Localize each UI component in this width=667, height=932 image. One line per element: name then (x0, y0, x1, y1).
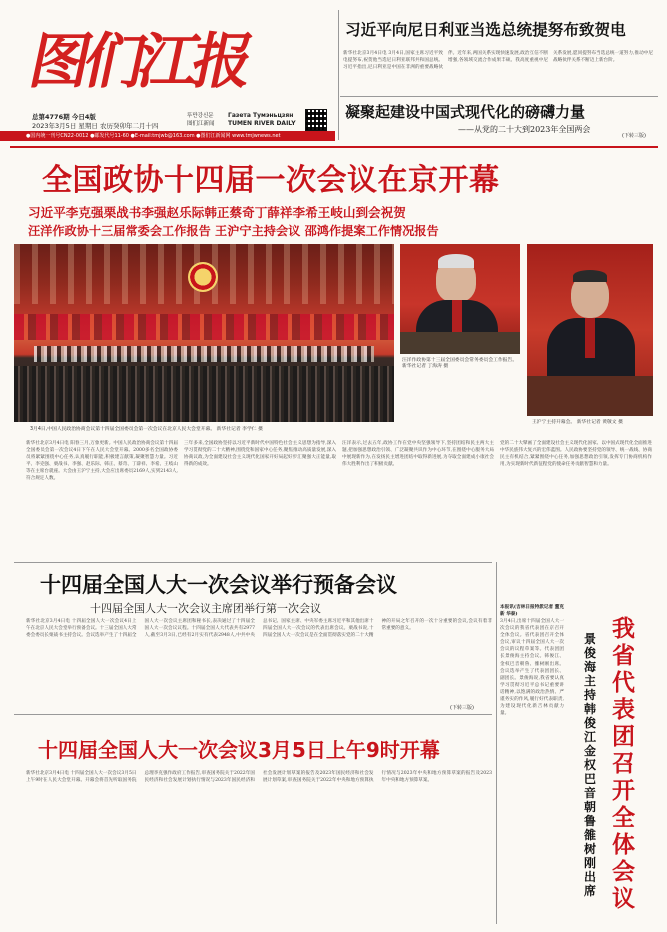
masthead-alt-names (187, 112, 215, 128)
photo-caption-mid: 汪洋作政协第十三届全国委员会常务委员会工作报告。 新华社记者 丁海涛 摄 (402, 358, 518, 369)
npc-open-headline: 十四届全国人大一次会议3月5日上午9时开幕 (38, 738, 440, 762)
korean-subname: 图们江新闻 (187, 121, 215, 127)
right-column-article: 3月4日,出席十四届全国人大一次会议的我省代表团在京召开全体会议。省代表团召开全体会议,审议十四届全国人大一次会议的议程草案等。代表团团长景俊海主持会议。韩俊江、金权巴音朝鲁、雒树刚出席。会议选举产生了代表团团长、副团长。景俊海说,我省要认真学习贯彻习近平总书记重要讲话精神,以饱满的政治热情、严谨务实的作风,履行好代表职责,为建设现代化新吉林贡献力量。 (500, 619, 564, 717)
main-headline: 全国政协十四届一次会议在京开幕 (42, 163, 500, 198)
modernization-subtitle: ——从党的二十大到2023年全国两会 (458, 125, 591, 134)
main-subhead-1: 习近平李克强栗战书李强赵乐际韩正蔡奇丁薛祥李希王岐山到会祝贺 (28, 205, 406, 220)
right-column-byline: 本报讯(吉林日报特派记者 董克新 华泰) (500, 605, 564, 618)
npc-prep-subtitle: 十四届全国人大一次会议主席团举行第一次会议 (90, 602, 321, 615)
russian-name: Газета Тумэньцзян (228, 112, 294, 119)
issue-number: 总第4776期 今日4版 (32, 113, 96, 121)
congratulations-article: 新华社北京3月4日电 3月4日,国家主席习近平致电提努布,祝贺他当选尼日利亚联邦共和国总统。习近平指出,尼日利亚是中国在非洲的重要战略伙伴。近年来,两国关系实现快速发展,政治互信不断增强,各领域交流合作成果丰硕。我高度重视中尼关系发展,愿同提努布当选总统一道努力,推动中尼战略伙伴关系不断迈上新台阶。 (343, 51, 653, 71)
korean-name: 뚜만강신문 (187, 113, 214, 119)
english-name: TUMEN RIVER DAILY (228, 120, 296, 127)
modernization-continued: (下转三版) (622, 133, 646, 139)
npc-prep-continued: (下转三版) (450, 705, 474, 711)
headline-congratulations: 习近平向尼日利亚当选总统提努布致贺电 (345, 21, 626, 39)
npc-prep-article: 新华社北京3月4日电 十四届全国人大一次会议4日上午在北京人民大会堂举行预备会议。十三届全国人大常委会委员长栗战书主持会议。会议选举产生了十四届全国人大一次会议主席团和秘书长,表决通过了十四届全国人大一次会议议程。十四届全国人大代表共有2977人,截至3月3日,已经有2月实有代表2948人,中共中央总书记、国家主席、中央军委主席习近平和其他出席十四届全国人大一次会议的代表出席会议。栗战书说,十四届全国人大一次会议是在全面贯彻落实党的二十大精神的开局之年召开的一次十分重要的会议,会议有着非常重要的意义。 (26, 619, 492, 639)
photo-wang-huning (527, 244, 653, 416)
right-column-headline: 我省代表团召开全体会议 (612, 616, 635, 912)
headline-modernization: 凝聚起建设中国式现代化的磅礴力量 (345, 103, 586, 121)
right-column-subhead: 景俊海主持 韩俊江金权巴音朝鲁雒树刚出席 (584, 632, 597, 898)
main-article-col2: 三年多来,全国政协坚持以习近平新时代中国特色社会主义思想为指导,深入学习贯彻党的二十大精神,围绕党和国家中心任务,聚焦推动高质量发展,深入协商议政,为全面建设社会主义现代化国家开好局起好步汇聚强大正能量,取得新的成效。 (184, 441, 336, 468)
npc-prep-headline: 十四届全国人大一次会议举行预备会议 (40, 573, 397, 597)
photo-caption-right: 王沪宁主持开幕会。 新华社记者 黄敬文 摄 (532, 420, 623, 425)
photo-assembly-hall (14, 244, 394, 422)
main-article-col4: 党的二十大擘画了全面建设社会主义现代化国家、以中国式现代化全面推进中华民族伟大复兴的宏伟蓝图。人民政协要坚持党的领导、统一战线、协商民主有机结合,紧紧围绕中心任务,加强思想政治引领,发挥专门协商机构作用,为实现新时代新征程党的使命任务贡献智慧和力量。 (500, 441, 652, 468)
newspaper-logo: 图们江报 (23, 27, 255, 97)
npc-open-article: 新华社北京3月4日电 十四届全国人大一次会议3月5日上午9时在人民大会堂开幕。开幕会将首先听取国务院总理李克强作政府工作报告,审查国务院关于2022年国民经济和社会发展计划执行情况与2023年国民经济和社会发展计划草案的报告及2023年国民经济和社会发展计划草案,审查国务院关于2022年中央和地方预算执行情况与2023年中央和地方预算草案的报告及2023年中央和地方预算草案。 (26, 771, 492, 784)
photo-speaker-wang-yang (400, 244, 520, 354)
masthead-foreign-names (228, 112, 296, 128)
qr-code-icon (305, 109, 327, 131)
issue-date: 2023年3月5日 星期日 农历癸卯年二月十四 (32, 122, 159, 130)
photo-caption-left: 3月4日,中国人民政治协商会议第十四届全国委员会第一次会议在北京人民大会堂开幕。 新华社记者 李学仁 摄 (30, 427, 263, 432)
info-bar-text: ●国内统一刊号CN22-0012 ●邮发代号11-60 ●E-mail:tmjwb@163.com ●图们江新闻网 www.tmjwnews.net (26, 133, 281, 139)
main-subhead-2: 汪洋作政协十三届常委会工作报告 王沪宁主持会议 邵鸿作提案工作情况报告 (28, 224, 439, 238)
issue-info (32, 113, 158, 131)
main-article-col3: 汪洋表示,过去五年,政协工作在党中央坚强领导下,坚持团结和民主两大主题,把加强思想政治引领、广泛凝聚共识作为中心环节,在围绕中心服务大局中展现新作为,在发扬民主增进团结中取得新进展,为夺取全面建成小康社会伟大胜利作出了积极贡献。 (342, 441, 494, 468)
main-article-col1: 新华社北京3月4日电 阳春三月,万象更新。中国人民政治协商会议第十四届全国委员会第一次会议4日下午在人民大会堂开幕。2000多名全国政协委员将紧紧围绕中心任务,认真履行职能,积极建言献策,凝聚智慧力量。习近平、李克强、栗战书、李强、赵乐际、韩正、蔡奇、丁薛祥、李希、王岐山等在主席台就座。大会由王沪宁主持,大会应出席委员2169人,实到2143人,符合规定人数。 (26, 441, 178, 482)
